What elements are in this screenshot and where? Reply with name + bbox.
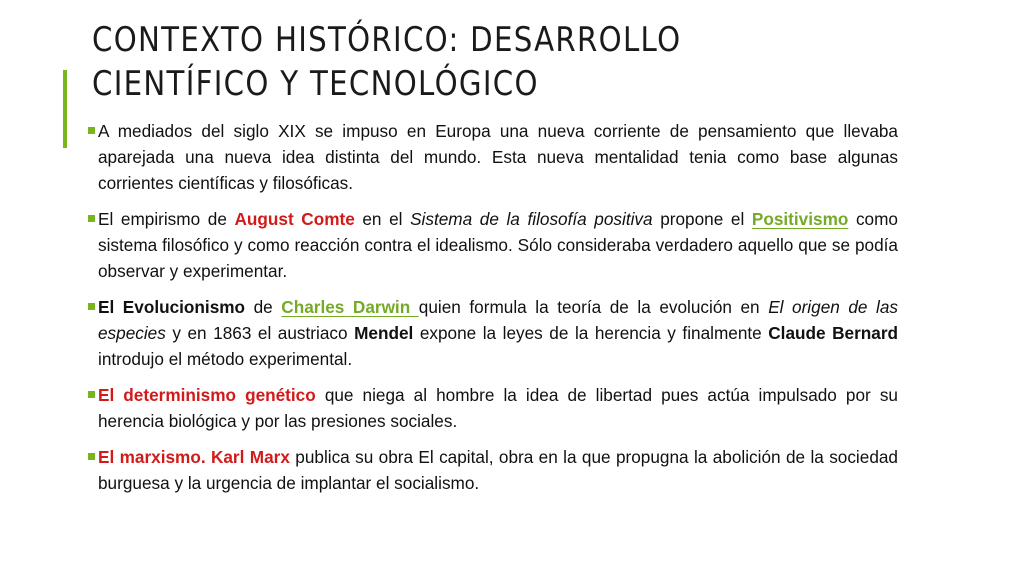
bullet-2-text-b: en el: [354, 209, 411, 229]
bullet-item-3: [84, 294, 898, 372]
bullet-item-5: [84, 444, 898, 496]
bullet-2-text-a: El empirismo de: [98, 209, 235, 229]
bullet-4-text: que niega al hombre la idea de libertad pues actúa impulsado por su herencia biológica y por las presiones sociales.: [98, 385, 898, 431]
square-bullet-icon: [88, 391, 95, 398]
slide-content: [84, 118, 898, 506]
bullet-3-text-b: quien formula la teoría de la evolución en: [418, 297, 769, 317]
bullet-2-text-c: propone el: [652, 209, 752, 229]
author-comte: August Comte: [234, 209, 355, 229]
person-mendel: Mendel: [354, 323, 414, 343]
bullet-2-text-d: como sistema filosófico y como reacción contra el idealismo. Sólo consideraba verdadero aquello que se podía observar y experimentar.: [98, 209, 898, 281]
link-charles-darwin[interactable]: Charles Darwin: [281, 297, 419, 317]
bullet-item-2: [84, 206, 898, 284]
square-bullet-icon: [88, 215, 95, 222]
bullet-3-text-d: expone la leyes de la herencia y finalmente: [413, 323, 769, 343]
label-determinismo: El determinismo genético: [98, 385, 316, 405]
title-accent-bar: [63, 70, 67, 148]
work-filosofia-positiva: Sistema de la filosofía positiva: [410, 209, 653, 229]
square-bullet-icon: [88, 303, 95, 310]
bullet-3-text-a: de: [245, 297, 282, 317]
label-evolucionismo: El Evolucionismo: [98, 297, 246, 317]
person-claude-bernard: Claude Bernard: [768, 323, 899, 343]
square-bullet-icon: [88, 453, 95, 460]
link-positivismo[interactable]: Positivismo: [751, 209, 849, 229]
slide-title: CONTEXTO HISTÓRICO: DESARROLLO CIENTÍFICO Y TECNOLÓGICO: [92, 20, 682, 104]
bullet-5-text: publica su obra El capital, obra en la que propugna la abolición de la sociedad burguesa y la urgencia de implantar el socialismo.: [98, 447, 898, 493]
bullet-3-text-c: y en 1863 el austriaco: [165, 323, 355, 343]
bullet-item-1: [84, 118, 898, 196]
square-bullet-icon: [88, 127, 95, 134]
bullet-3-text-e: introdujo el método experimental.: [98, 349, 353, 369]
bullet-1-text: A mediados del siglo XIX se impuso en Europa una nueva corriente de pensamiento que llevaba aparejada una nueva idea distinta del mundo. Esta nueva mentalidad tenia como base algunas corrientes científicas y filosóficas.: [98, 121, 898, 193]
work-origen-especies: El origen de las especies: [98, 297, 899, 343]
label-marxismo: El marxismo. Karl Marx: [98, 447, 290, 467]
bullet-item-4: [84, 382, 898, 434]
